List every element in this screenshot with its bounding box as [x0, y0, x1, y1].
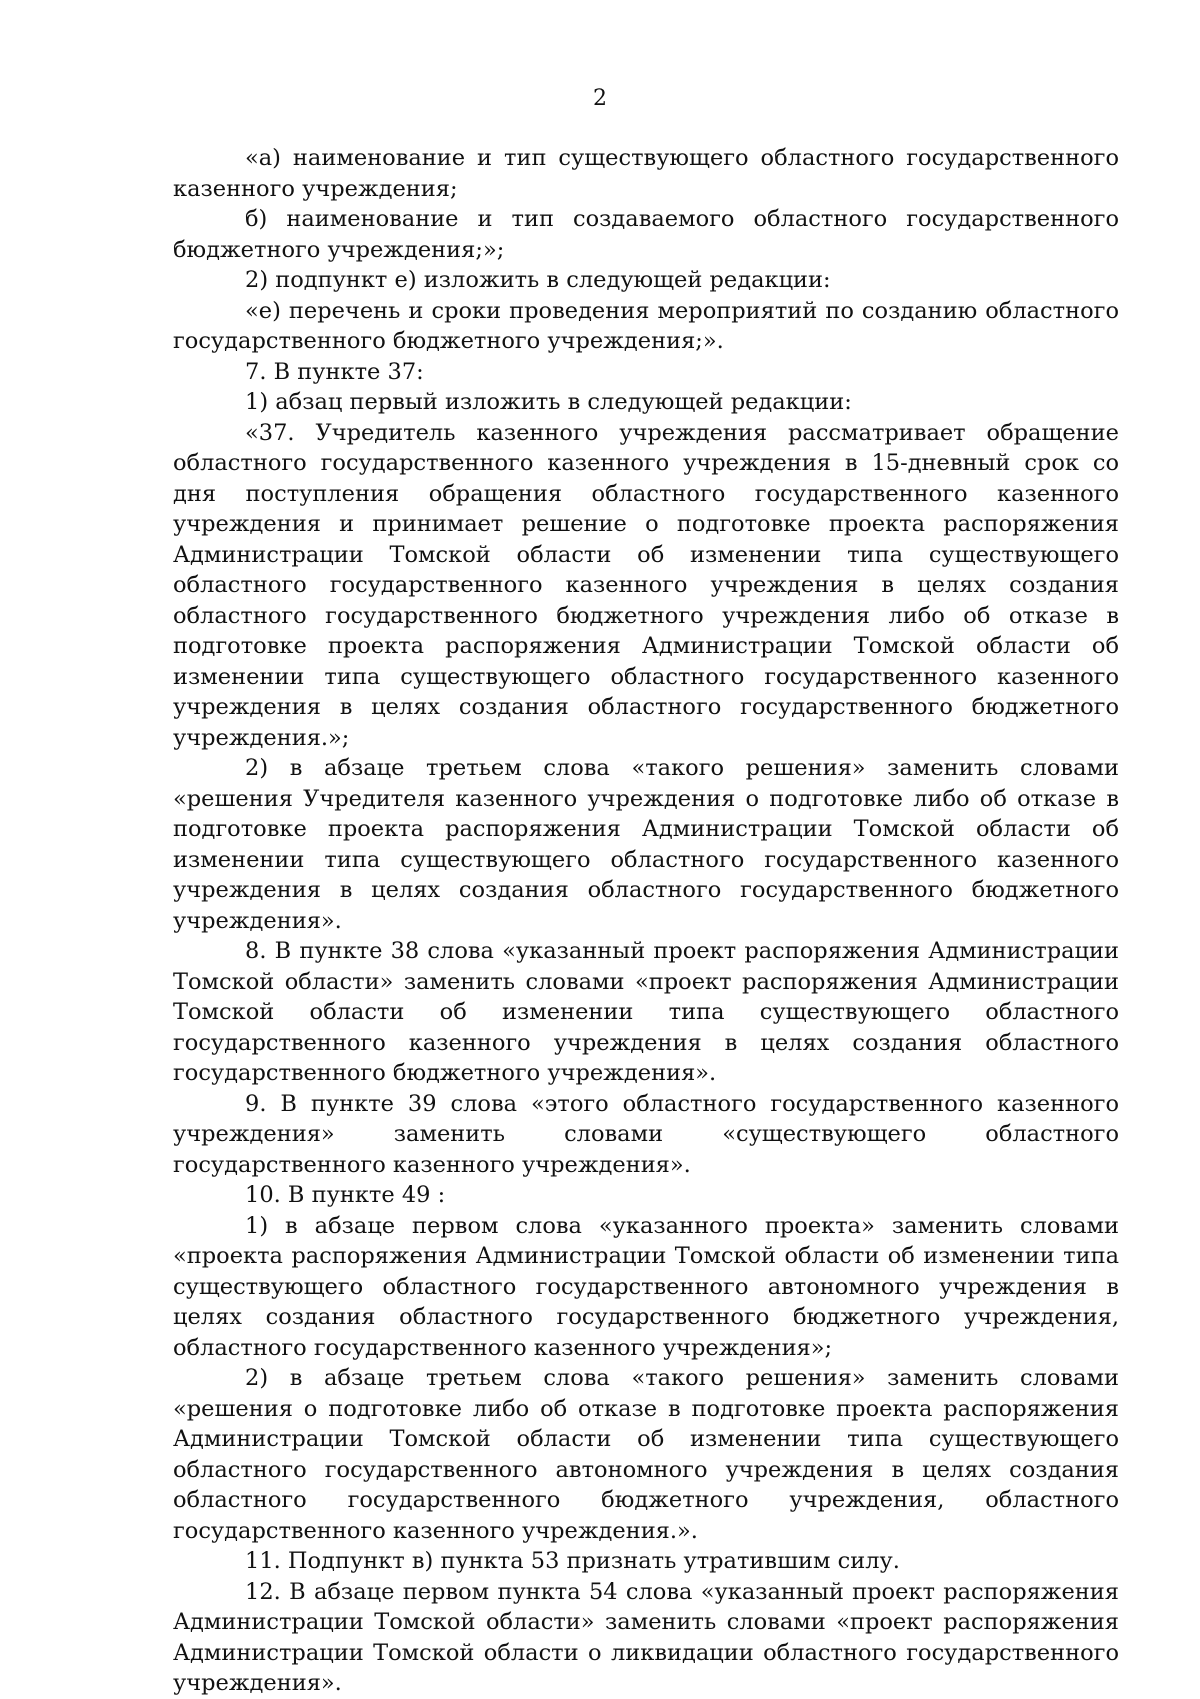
paragraph: «а) наименование и тип существующего областного государственного казенного учреждения;	[173, 145, 1119, 202]
paragraph: «е) перечень и сроки проведения мероприятий по созданию областного государственного бюджетного учреждения;».	[173, 297, 1119, 354]
paragraph: 10. В пункте 49 :	[245, 1182, 446, 1208]
paragraph: 8. В пункте 38 слова «указанный проект распоряжения Администрации Томской области» заменить словами «проект распоряжения Администрации Томской области об изменении типа существующего областного государственного казенного учреждения в целях создания областного государственного бюджетного учреждения».	[173, 938, 1119, 1086]
paragraph: 11. Подпункт в) пункта 53 признать утратившим силу.	[245, 1548, 900, 1574]
paragraph: 12. В абзаце первом пункта 54 слова «указанный проект распоряжения Администрации Томской области» заменить словами «проект распоряжения Администрации Томской области о ликвидации областного государственного учреждения».	[173, 1578, 1119, 1696]
paragraph: 9. В пункте 39 слова «этого областного государственного казенного учреждения» заменить словами «существующего областного государственного казенного учреждения».	[173, 1090, 1119, 1178]
paragraph: 2) в абзаце третьем слова «такого решения» заменить словами «решения о подготовке либо об отказе в подготовке проекта распоряжения Администрации Томской области об изменении типа существующего областного государственного автономного учреждения в целях создания областного государственного бюджетного учреждения, областного государственного казенного учреждения.».	[173, 1365, 1119, 1544]
paragraph: 7. В пункте 37:	[245, 358, 424, 385]
paragraph: б) наименование и тип создаваемого областного государственного бюджетного учреждения;»;	[173, 206, 1119, 263]
paragraph: 2) подпункт е) изложить в следующей редакции:	[245, 267, 831, 293]
page-number: 2	[593, 86, 607, 111]
paragraph: 1) в абзаце первом слова «указанного проекта» заменить словами «проекта распоряжения Администрации Томской области об изменении типа существующего областного государственного автономного учреждения в целях создания областного государственного бюджетного учреждения, областного государственного казенного учреждения»;	[173, 1212, 1119, 1361]
paragraph: 1) абзац первый изложить в следующей редакции:	[245, 389, 852, 415]
document-body	[173, 143, 1119, 1699]
paragraph: «37. Учредитель казенного учреждения рассматривает обращение областного государственного казенного учреждения в 15-дневный срок со дня поступления обращения областного государственного казенного учреждения и принимает решение о подготовке проекта распоряжения Администрации Томской области об изменении типа существующего областного государственного казенного учреждения в целях создания областного государственного бюджетного учреждения либо об отказе в подготовке проекта распоряжения Администрации Томской области об изменении типа существующего областного государственного казенного учреждения в целях создания областного государственного бюджетного учреждения.»;	[173, 419, 1119, 751]
paragraph: 2) в абзаце третьем слова «такого решения» заменить словами «решения Учредителя казенного учреждения о подготовке либо об отказе в подготовке проекта распоряжения Администрации Томской области об изменении типа существующего областного государственного казенного учреждения в целях создания областного государственного бюджетного учреждения».	[173, 755, 1119, 934]
